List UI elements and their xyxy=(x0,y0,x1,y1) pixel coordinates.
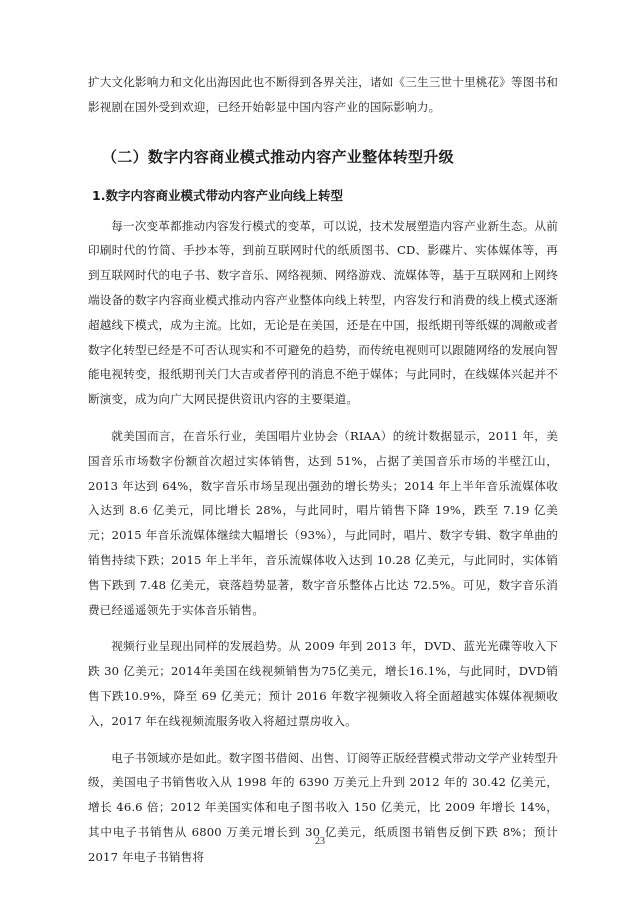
subsection-heading: 1.数字内容商业模式带动内容产业向线上转型 xyxy=(92,187,343,203)
paragraph-spacer xyxy=(88,734,558,746)
intro-paragraph: 扩大文化影响力和文化出海因此也不断得到各界关注，诸如《三生三世十里桃花》等图书和影视剧在国外受到欢迎，已经开始彰显中国内容产业的国际影响力。 xyxy=(88,75,558,114)
section-heading: （二）数字内容商业模式推动内容产业整体转型升级 xyxy=(102,147,454,166)
body-paragraph: 每一次变革都推动内容发行模式的变革，可以说，技术发展塑造内容产业新生态。从前印刷时代的竹简、手抄本等，到前互联网时代的纸质图书、CD、影碟片、实体媒体等，再到互联网时代的电子书、数字音乐、网络视频、网络游戏、流媒体等，基于互联网和上网终端设备的数字内容商业模式推动内容产业整体向线上转型，内容发行和消费的线上模式逐渐超越线下模式，成为主流。比如，无论是在美国，还是在中国，报纸期刊等纸媒的凋敝或者数字化转型已经是不可否认现实和不可避免的趋势，而传统电视则可以跟随网络的发展向智能电视转变，报纸期刊关门大吉或者停刊的消息不绝于媒体；与此同时，在线媒体兴起并不断演变，成为向广大网民提供资讯内容的主要渠道。 xyxy=(88,218,558,407)
body-paragraph: 电子书领域亦是如此。数字图书借阅、出售、订阅等正版经营模式带动文学产业转型升级，美国电子书销售收入从 1998 年的 6390 万美元上升到 2012 年的 30.42 亿美元，增长 46.6 倍；2012 年美国实体和电子图书收入 150 亿美元，比 2009 年增长 14%，其中电子书销售从 6800 万美元增长到 30 亿美元，纸质图书销售反倒下跌 8%；预计 2017 年电子书销售将 xyxy=(88,750,558,864)
paragraph-spacer xyxy=(88,622,558,634)
page-number: 23 xyxy=(315,836,325,847)
body-paragraph: 视频行业呈现出同样的发展趋势。从 2009 年到 2013 年，DVD、蓝光光碟等收入下跌 30 亿美元；2014年美国在线视频销售为75亿美元，增长16.1%，与此同时，DVD销售下跌10.9%，降至 69 亿美元；预计 2016 年数字视频收入将全面超越实体媒体视频收入，2017 年在线视频流服务收入将超过票房收入。 xyxy=(88,639,558,728)
body-paragraph: 就美国而言，在音乐行业，美国唱片业协会（RIAA）的统计数据显示，2011 年，美国音乐市场数字份额首次超过实体销售，达到 51%，占据了美国音乐市场的半壁江山，2013 年达到 64%，数字音乐市场呈现出强劲的增长势头；2014 年上半年音乐流媒体收入达到 8.6 亿美元，同比增长 28%，与此同时，唱片销售下降 19%，跌至 7.19 亿美元；2015 年音乐流媒体继续大幅增长（93%），与此同时，唱片、数字专辑、数字单曲的销售持续下跌；2015 年上半年，音乐流媒体收入达到 10.28 亿美元，与此同时，实体销售下跌到 7.48 亿美元，衰落趋势显著，数字音乐整体占比达 72.5%。可见，数字音乐消费已经遥遥领先于实体音乐销售。 xyxy=(88,428,558,617)
paragraph-spacer xyxy=(88,412,558,424)
page-content xyxy=(88,70,558,870)
